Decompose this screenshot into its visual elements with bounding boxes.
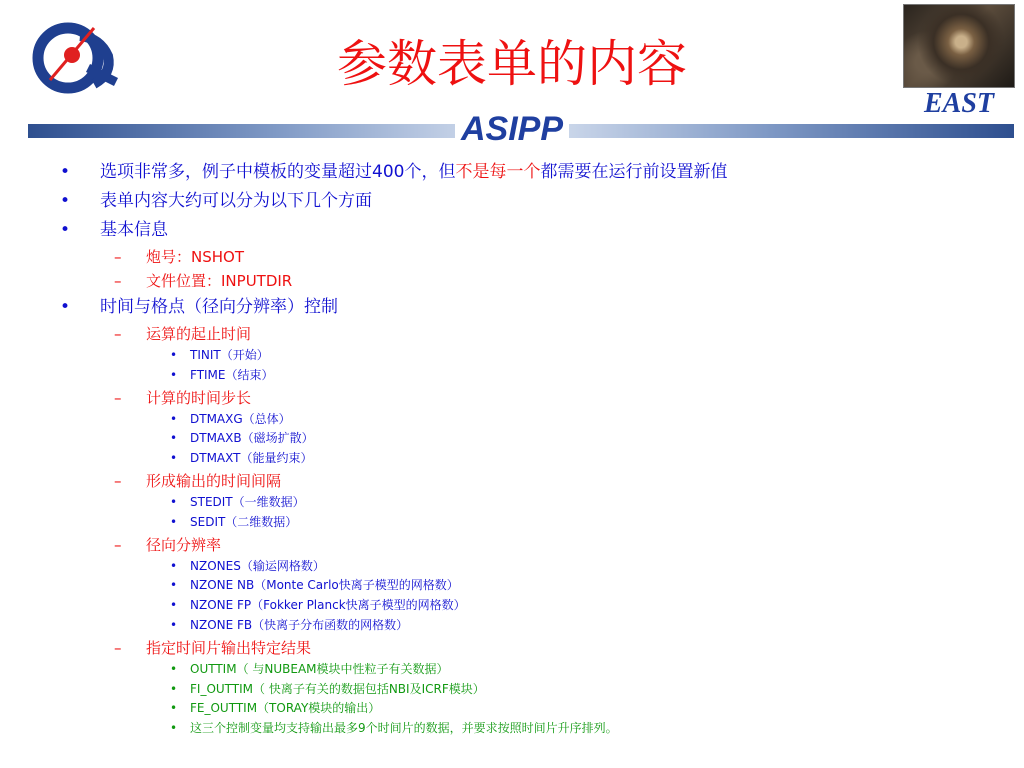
list-item-text: NZONE NB（Monte Carlo快离子模型的网格数）	[190, 578, 459, 593]
list-item	[0, 616, 1024, 636]
list-item-text: NZONE FP（Fokker Planck快离子模型的网格数）	[190, 598, 466, 613]
page-title: 参数表单的内容	[337, 35, 687, 93]
group-label: 计算的时间步长	[146, 388, 252, 407]
bullet-options	[0, 158, 1024, 187]
sub-item-inputdir	[0, 269, 1024, 293]
tokamak-photo	[903, 4, 1015, 88]
group-label: 径向分辨率	[146, 535, 222, 554]
bullet-marker: •	[60, 220, 71, 240]
bullet-time-grid	[0, 293, 1024, 322]
bullet-marker: •	[170, 514, 178, 529]
list-item	[0, 429, 1024, 449]
bullet-categories	[0, 187, 1024, 216]
bullet-text: 表单内容大约可以分为以下几个方面	[100, 191, 372, 211]
bullet-marker: •	[170, 367, 178, 382]
list-item	[0, 449, 1024, 469]
bullet-text	[100, 158, 727, 187]
group-start-end-time	[0, 322, 1024, 346]
list-item-text: STEDIT（一维数据）	[190, 494, 305, 509]
dash-marker: –	[114, 388, 122, 407]
list-item-text: FI_OUTTIM（ 快离子有关的数据包括NBI及ICRF模块）	[190, 681, 485, 696]
list-item	[0, 557, 1024, 577]
list-item-text: DTMAXG（总体）	[190, 411, 291, 426]
bullet-marker: •	[170, 558, 178, 573]
bullet-basic-info	[0, 216, 1024, 245]
bullet-marker: •	[170, 701, 178, 716]
list-item	[0, 660, 1024, 680]
sub-item-text: 文件位置：INPUTDIR	[146, 272, 293, 290]
bullet-marker: •	[60, 162, 71, 182]
list-item	[0, 513, 1024, 533]
list-item	[0, 576, 1024, 596]
dash-marker: –	[114, 248, 122, 266]
list-item	[0, 699, 1024, 719]
dash-marker: –	[114, 535, 122, 554]
dash-marker: –	[114, 471, 122, 490]
list-item-text: NZONE FB（快离子分布函数的网格数）	[190, 617, 409, 632]
group-label: 运算的起止时间	[146, 325, 252, 343]
group-output-interval	[0, 469, 1024, 493]
bullet-marker: •	[170, 721, 178, 736]
group-time-step	[0, 386, 1024, 410]
group-label: 形成输出的时间间隔	[146, 471, 282, 490]
page-subtitle	[0, 110, 1024, 149]
bullet-text-highlight: 不是每一个	[455, 162, 541, 182]
list-item	[0, 493, 1024, 513]
bullet-marker: •	[170, 578, 178, 593]
dash-marker: –	[114, 272, 122, 290]
bullet-marker: •	[170, 617, 178, 632]
subtitle-text: ASIPP	[455, 110, 569, 148]
list-item-note	[0, 719, 1024, 739]
bullet-text-post: 都需要在运行前设置新值	[540, 162, 728, 182]
east-badge: EAST	[924, 88, 995, 119]
bullet-marker: •	[170, 451, 178, 466]
bullet-text: 基本信息	[100, 220, 168, 240]
list-item	[0, 366, 1024, 386]
group-timeslice-output	[0, 636, 1024, 660]
sub-item-text: 炮号：NSHOT	[146, 248, 244, 266]
bullet-marker: •	[60, 297, 71, 317]
list-item-text: DTMAXB（磁场扩散）	[190, 431, 314, 446]
list-item-text: NZONES（输运网格数）	[190, 558, 325, 573]
list-item-text: DTMAXT（能量约束）	[190, 451, 313, 466]
list-item-text: TINIT（开始）	[190, 348, 269, 362]
bullet-marker: •	[170, 681, 178, 696]
group-label: 指定时间片输出特定结果	[146, 638, 312, 657]
list-item-text: OUTTIM（ 与NUBEAM模块中性粒子有关数据）	[190, 661, 449, 676]
bullet-marker: •	[170, 348, 178, 362]
bullet-marker: •	[170, 661, 178, 676]
bullet-marker: •	[170, 494, 178, 509]
bullet-text-pre: 选项非常多，例子中模板的变量超过400个，但	[100, 162, 456, 182]
dash-marker: –	[114, 638, 122, 657]
list-item	[0, 680, 1024, 700]
list-item-text: FE_OUTTIM（TORAY模块的输出）	[190, 701, 381, 716]
bullet-marker: •	[60, 191, 71, 211]
dash-marker: –	[114, 325, 122, 343]
slide-body	[0, 158, 1024, 739]
list-item	[0, 596, 1024, 616]
group-radial-resolution	[0, 533, 1024, 557]
list-item-text: SEDIT（二维数据）	[190, 514, 298, 529]
list-item-text: FTIME（结束）	[190, 367, 274, 382]
bullet-text: 时间与格点（径向分辨率）控制	[100, 297, 338, 317]
bullet-marker: •	[170, 598, 178, 613]
list-item	[0, 410, 1024, 430]
list-item	[0, 346, 1024, 366]
bullet-marker: •	[170, 411, 178, 426]
list-item-text: 这三个控制变量均支持输出最多9个时间片的数据，并要求按照时间片升序排列。	[190, 721, 618, 736]
bullet-marker: •	[170, 431, 178, 446]
sub-item-nshot	[0, 245, 1024, 269]
